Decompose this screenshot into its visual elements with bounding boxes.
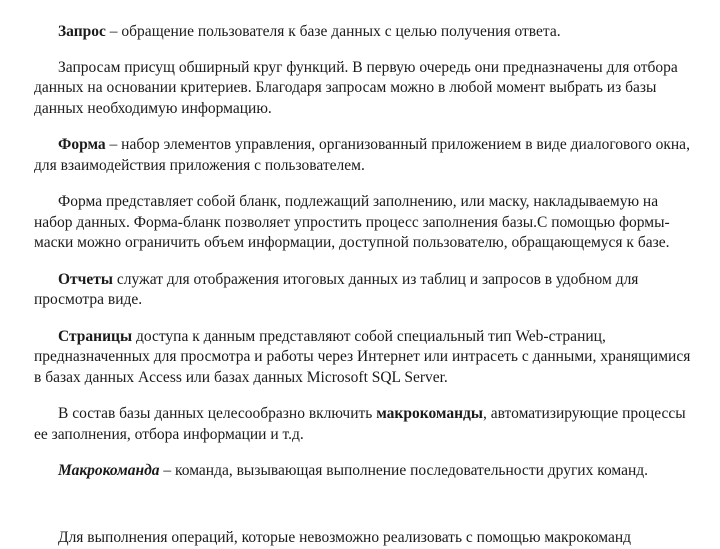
pages-text: доступа к данным представляют собой специальный тип Web-страниц, предназначенных для просмотра и работы через Интернет или интрасеть с данными, хранящимися в базах данных Access или базах данных Microsoft SQL Server. (34, 327, 691, 386)
paragraph-query-definition (34, 22, 694, 43)
paragraph-macro-definition (34, 461, 694, 482)
term-form: Форма (58, 136, 106, 153)
cutoff-line: Для выполнения операций, которые невозможно реализовать с помощью макрокоманд (58, 529, 632, 546)
paragraph-reports (34, 270, 694, 311)
paragraph-form-definition (34, 135, 694, 176)
form-description-text: Форма представляет собой бланк, подлежащий заполнению, или маску, накладываемую на набор данных. Форма-бланк позволяет упростить процесс заполнения базы.С помощью формы-маски можно ограничить объем информации, доступной пользователю, обращающемуся к базе. (34, 193, 670, 251)
term-query: Запрос (58, 23, 106, 40)
macro-definition-text: – команда, вызывающая выполнение последовательности других команд. (159, 462, 649, 479)
paragraph-macros (34, 404, 694, 445)
paragraph-form-description (34, 192, 694, 254)
macros-lead-text: В состав базы данных целесообразно включить (58, 405, 377, 422)
document-body (34, 22, 694, 498)
paragraph-query-functions (34, 58, 694, 120)
term-reports: Отчеты (58, 270, 114, 288)
reports-text: служат для отображения итоговых данных из таблиц и запросов в удобном для просмотра виде. (34, 270, 639, 308)
term-macro: Макрокоманда (58, 462, 160, 479)
term-macros: макрокоманды (376, 405, 483, 422)
query-definition-text: – обращение пользователя к базе данных с целью получения ответа. (105, 23, 561, 40)
term-pages: Страницы (58, 327, 133, 345)
macros-text: , автоматизирующие процессы ее заполнения, отбора информации и т.д. (34, 405, 686, 443)
paragraph-pages (34, 327, 694, 389)
form-definition-text: – набор элементов управления, организованный приложением в виде диалогового окна, для взаимодействия приложения с пользователем. (34, 136, 690, 174)
query-functions-text: Запросам присущ обширный круг функций. В первую очередь они предназначены для отбора данных на основании критериев. Благодаря запросам можно в любой момент выбрать из базы данных необходимую информацию. (34, 58, 678, 117)
